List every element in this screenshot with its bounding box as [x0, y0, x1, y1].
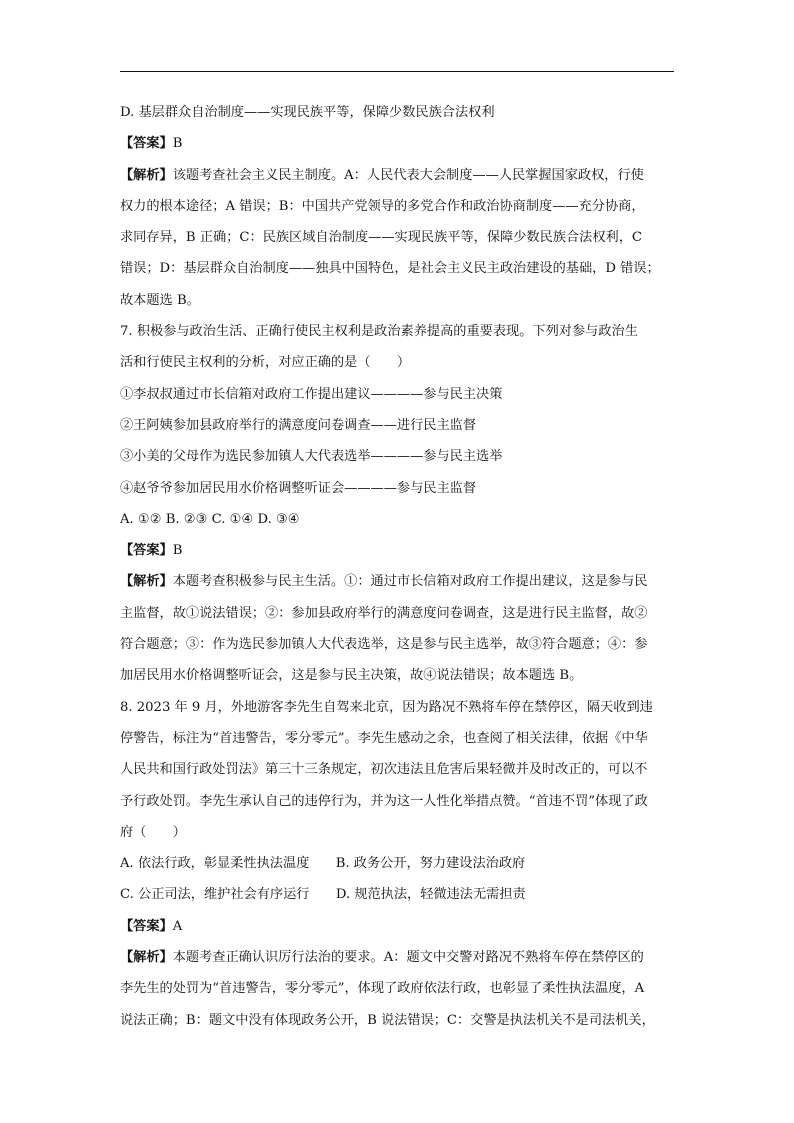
line-text: ①李叔叔通过市长信箱对政府工作提出建议————参与民主决策: [120, 386, 503, 402]
line-text: 李先生的处罚为“首违警告，零分零元”，体现了政府依法行政，也彰显了柔性执法温度，A: [120, 981, 645, 997]
text-line: [120, 942, 676, 973]
line-text: 加居民用水价格调整听证会，这是参与民主决策，故④说法错误；故本题选 B。: [120, 668, 583, 684]
line-text: 活和行使民主权利的分析，对应正确的是（ ）: [120, 355, 411, 371]
section-tag: 【解析】: [120, 574, 173, 590]
line-text: A: [172, 918, 183, 934]
text-line: [120, 786, 676, 817]
text-line: [120, 128, 676, 159]
line-text: 府（ ）: [120, 824, 186, 840]
section-tag: 【解析】: [120, 167, 173, 183]
line-text: 8. 2023 年 9 月，外地游客李先生自驾来北京，因为路况不熟将车停在禁停区，隔天收到违: [120, 699, 653, 715]
line-text: B: [172, 136, 183, 152]
line-text: 人民共和国行政处罚法》第三十三条规定，初次违法且危害后果轻微并及时改正的，可以不: [120, 762, 648, 778]
line-text: 故本题选 B。: [120, 292, 200, 308]
line-text: 予行政处罚。李先生承认自己的违停行为，并为这一人性化举措点赞。“首违不罚”体现了政: [120, 793, 648, 809]
text-line: [120, 598, 676, 629]
line-text: 停警告，标注为“首违警告，零分零元”。李先生感动之余，也查阅了相关法律，依据《中华: [120, 730, 648, 746]
text-line: [120, 285, 676, 316]
text-line: [120, 754, 676, 785]
text-line: [120, 379, 676, 410]
text-line: [120, 879, 676, 910]
line-text: 主监督，故①说法错误；②：参加县政府举行的满意度问卷调查，这是进行民主监督，故②: [120, 605, 648, 621]
text-line: [120, 504, 676, 535]
section-tag: 【答案】: [120, 918, 173, 934]
text-line: [120, 316, 676, 347]
line-text: 该题考查社会主义民主制度。A：人民代表大会制度——人民掌握国家政权，行使: [172, 167, 644, 183]
line-text: 本题考查积极参与民主生活。①：通过市长信箱对政府工作提出建议，这是参与民: [172, 574, 648, 590]
document-body: [120, 97, 676, 1036]
text-line: [120, 441, 676, 472]
line-text: ④赵爷爷参加居民用水价格调整听证会————参与民主监督: [120, 480, 477, 496]
text-line: [120, 410, 676, 441]
text-line: [120, 629, 676, 660]
text-line: [120, 848, 676, 879]
text-line: [120, 535, 676, 566]
line-text: B: [172, 543, 183, 559]
text-line: [120, 973, 676, 1004]
text-line: [120, 723, 676, 754]
text-line: [120, 660, 676, 691]
header-rule: [120, 71, 674, 72]
line-text: ③小美的父母作为选民参加镇人大代表选举————参与民主选举: [120, 449, 503, 465]
line-text: 错误；D：基层群众自治制度——独具中国特色，是社会主义民主政治建设的基础，D 错误；: [120, 261, 660, 277]
text-line: [120, 911, 676, 942]
text-line: [120, 473, 676, 504]
section-tag: 【解析】: [120, 950, 173, 966]
text-line: [120, 692, 676, 723]
text-line: [120, 817, 676, 848]
line-text: A. ①② B. ②③ C. ①④ D. ③④: [120, 511, 300, 527]
line-text: 符合题意；③：作为选民参加镇人大代表选举，这是参与民主选举，故③符合题意；④：参: [120, 637, 648, 653]
text-line: [120, 253, 676, 284]
line-text: D. 基层群众自治制度——实现民族平等，保障少数民族合法权利: [120, 105, 495, 120]
line-text: 本题考查正确认识厉行法治的要求。A：题文中交警对路况不熟将车停在禁停区的: [172, 950, 644, 966]
section-tag: 【答案】: [120, 543, 173, 559]
line-text: A. 依法行政，彰显柔性执法温度 B. 政务公开，努力建设法治政府: [120, 856, 526, 872]
section-tag: 【答案】: [120, 136, 173, 152]
text-line: [120, 97, 676, 128]
line-text: 求同存异，B 正确；C：民族区域自治制度——实现民族平等，保障少数民族合法权利，C: [120, 230, 642, 246]
line-text: ②王阿姨参加县政府举行的满意度问卷调查——进行民主监督: [120, 417, 477, 433]
text-line: [120, 191, 676, 222]
text-line: [120, 222, 676, 253]
line-text: 说法正确；B：题文中没有体现政务公开，B 说法错误；C：交警是执法机关不是司法机关，: [120, 1012, 655, 1028]
line-text: 权力的根本途径；A 错误；B：中国共产党领导的多党合作和政治协商制度——充分协商，: [120, 198, 645, 214]
text-line: [120, 347, 676, 378]
line-text: 7. 积极参与政治生活、正确行使民主权利是政治素养提高的重要表现。下列对参与政治生: [120, 324, 638, 340]
text-line: [120, 566, 676, 597]
text-line: [120, 1005, 676, 1036]
text-line: [120, 160, 676, 191]
line-text: C. 公正司法，维护社会有序运行 D. 规范执法，轻微违法无需担责: [120, 887, 526, 903]
